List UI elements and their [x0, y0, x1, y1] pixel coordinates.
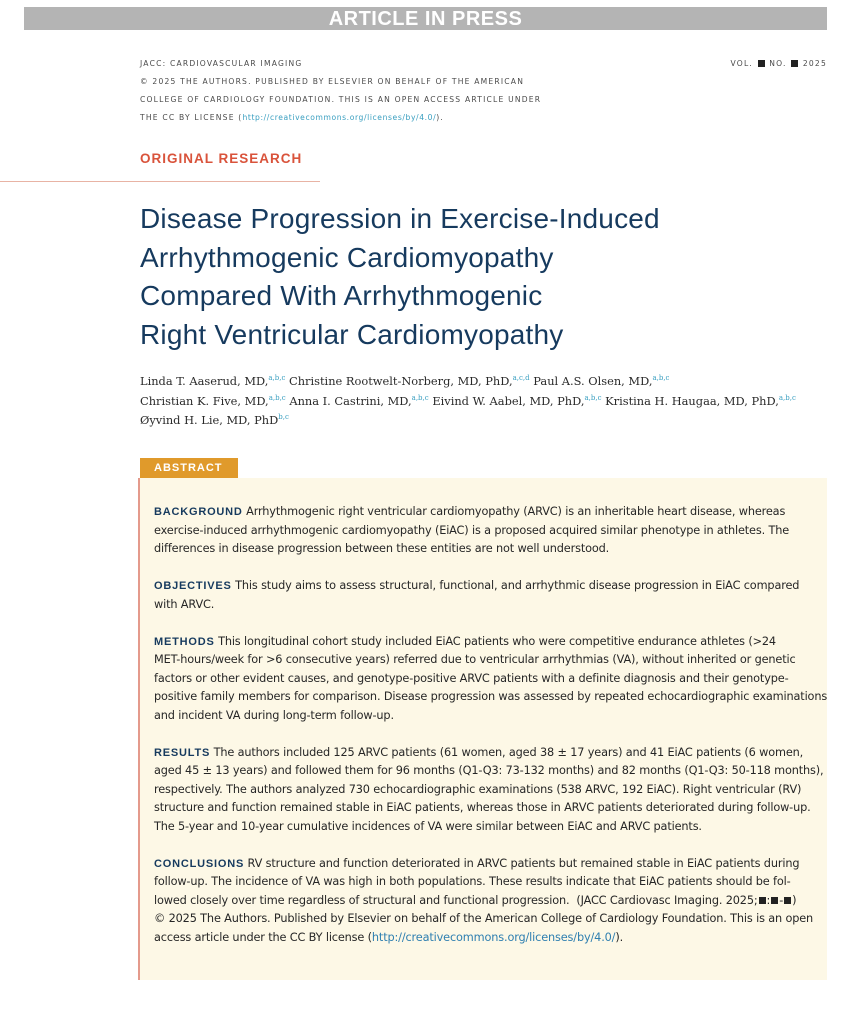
volume-placeholder-icon [759, 897, 766, 904]
volume-placeholder-icon [758, 60, 765, 67]
abstract-text: access article under the CC BY license ( [154, 930, 372, 944]
volume-info [731, 55, 828, 73]
license-link[interactable]: http://creativecommons.org/licenses/by/4.0/ [242, 113, 437, 122]
abstract-tab: ABSTRACT [140, 458, 238, 478]
objectives-heading: OBJECTIVES [154, 580, 232, 592]
abstract-text: The authors included 125 ARVC patients (61 women, aged 38 ± 17 years) and 41 EiAC patients (6 women, [213, 745, 804, 759]
abstract-line [154, 744, 810, 763]
abstract-text: This study aims to assess structural, functional, and arrhythmic disease progression in EiAC compared [235, 579, 800, 592]
copyright-line-3-text: THE CC BY LICENSE ( [140, 113, 243, 122]
abstract-line [154, 929, 810, 948]
abstract-background [154, 503, 810, 559]
page-placeholder-icon [784, 897, 791, 904]
citation-sep: - [779, 893, 784, 907]
abstract-line: exercise-induced arrhythmogenic cardiomyopathy (EiAC) is a proposed acquired similar phenotype in athletes. The [154, 523, 790, 537]
abstract-conclusions [154, 855, 814, 948]
issue-placeholder-icon [771, 897, 778, 904]
volume-label: VOL. [730, 59, 753, 68]
author-affiliation[interactable]: a,b,c [778, 393, 796, 402]
abstract-line: follow-up. The incidence of VA was high in both populations. These results indicate that EiAC patients should be fol- [154, 875, 791, 888]
abstract-text: ). [615, 930, 624, 944]
abstract-line: structure and function remained stable in EiAC patients, whereas those in ARVC patients deteriorated during follow-up. [154, 801, 811, 814]
author-name: Kristina H. Haugaa, MD, PhD, [605, 393, 779, 408]
abstract-line: with ARVC. [154, 597, 215, 611]
abstract-text: Arrhythmogenic right ventricular cardiomyopathy (ARVC) is an inheritable heart disease, whereas [246, 505, 786, 518]
abstract-line: differences in disease progression between these entities are not well understood. [154, 542, 610, 555]
citation-open: (JACC Cardiovasc Imaging. 2025; [576, 893, 758, 907]
author-name: Christine Rootwelt-Norberg, MD, PhD, [289, 374, 513, 388]
license-link[interactable]: http://creativecommons.org/licenses/by/4.0/ [371, 930, 616, 944]
abstract-objectives [154, 577, 810, 614]
abstract-line [154, 633, 810, 652]
author-name: Anna I. Castrini, MD, [289, 393, 412, 408]
abstract-line: The 5-year and 10-year cumulative incidences of VA were similar between EiAC and ARVC patients. [154, 819, 702, 833]
author-name: Eivind W. Aabel, MD, PhD, [432, 393, 585, 408]
abstract-line: respectively. The authors analyzed 730 echocardiographic examinations (538 ARVC, 192 EiAC). Right ventricular (RV) [154, 782, 802, 796]
title-line-4: Right Ventricular Cardiomyopathy [140, 318, 564, 350]
author-affiliation[interactable]: a,b,c [268, 393, 286, 402]
author-name: Øyvind H. Lie, MD, PhD [140, 413, 279, 427]
volume-year: 2025 [802, 59, 827, 68]
conclusions-heading: CONCLUSIONS [154, 857, 245, 870]
author-list [140, 372, 840, 431]
copyright-line-2: COLLEGE OF CARDIOLOGY FOUNDATION. THIS IS AN OPEN ACCESS ARTICLE UNDER [140, 95, 542, 104]
article-title [140, 200, 820, 354]
citation-close: ) [792, 893, 797, 907]
journal-name: JACC: CARDIOVASCULAR IMAGING [140, 59, 303, 68]
copyright-line-1: © 2025 THE AUTHORS. PUBLISHED BY ELSEVIER ON BEHALF OF THE AMERICAN [140, 77, 525, 86]
abstract-line: © 2025 The Authors. Published by Elsevier on behalf of the American College of Cardiology Foundation. This is an open [154, 912, 814, 925]
author-affiliation[interactable]: a,c,d [512, 374, 530, 382]
author-name: Linda T. Aaserud, MD, [140, 374, 269, 388]
citation-sep: : [766, 893, 771, 907]
author-name: Paul A.S. Olsen, MD, [533, 374, 653, 388]
number-placeholder-icon [791, 60, 798, 67]
title-line-3: Compared With Arrhythmogenic [140, 280, 543, 311]
abstract-line: aged 45 ± 13 years) and followed them for 96 months (Q1-Q3: 73-132 months) and 82 months (Q1-Q3: 50-118 months), [154, 764, 824, 777]
abstract-line: and incident VA during long-term follow-up. [154, 708, 394, 722]
abstract-line [154, 855, 810, 874]
copyright-line-3 [140, 109, 600, 127]
copyright-line-3-end: ). [436, 113, 445, 122]
abstract-results [154, 744, 824, 837]
abstract-line: positive family members for comparison. Disease progression was assessed by repeated echocardiographic examinations [154, 690, 828, 703]
abstract-methods [154, 633, 828, 726]
article-in-press-banner: ARTICLE IN PRESS [24, 7, 827, 30]
methods-heading: METHODS [154, 635, 215, 648]
author-name: Christian K. Five, MD, [140, 393, 269, 408]
background-heading: BACKGROUND [154, 506, 243, 518]
results-heading: RESULTS [154, 746, 211, 759]
author-line-1 [140, 372, 840, 392]
title-line-1: Disease Progression in Exercise-Induced [140, 203, 660, 234]
abstract-line: MET-hours/week for >6 consecutive years) referred due to ventricular arrhythmias (VA), without inherited or genetic [154, 653, 796, 666]
abstract-line [154, 892, 810, 911]
abstract-text: lowed closely over time regardless of structural and functional progression. [154, 893, 570, 907]
author-affiliation[interactable]: b,c [278, 413, 289, 421]
author-affiliation[interactable]: a,b,c [584, 393, 602, 402]
journal-meta [140, 55, 600, 127]
author-affiliation[interactable]: a,b,c [268, 374, 286, 382]
section-divider [0, 181, 320, 182]
title-line-2: Arrhythmogenic Cardiomyopathy [140, 241, 554, 273]
abstract-body [154, 503, 828, 966]
section-label: ORIGINAL RESEARCH [140, 151, 303, 166]
abstract-line: factors or other evident causes, and genotype-positive ARVC patients with a definite diagnosis and their genotype- [154, 671, 789, 685]
author-line-2 [140, 392, 840, 412]
abstract-line [154, 577, 810, 596]
citation [576, 894, 796, 907]
author-line-3 [140, 411, 840, 431]
number-label: NO. [769, 59, 787, 68]
abstract-line [154, 503, 810, 522]
abstract-text: This longitudinal cohort study included EiAC patients who were competitive endurance athletes (>24 [218, 634, 776, 648]
author-affiliation[interactable]: a,b,c [411, 393, 429, 402]
abstract-text: RV structure and function deteriorated in ARVC patients but remained stable in EiAC patients during [247, 856, 800, 870]
author-affiliation[interactable]: a,b,c [652, 374, 670, 382]
